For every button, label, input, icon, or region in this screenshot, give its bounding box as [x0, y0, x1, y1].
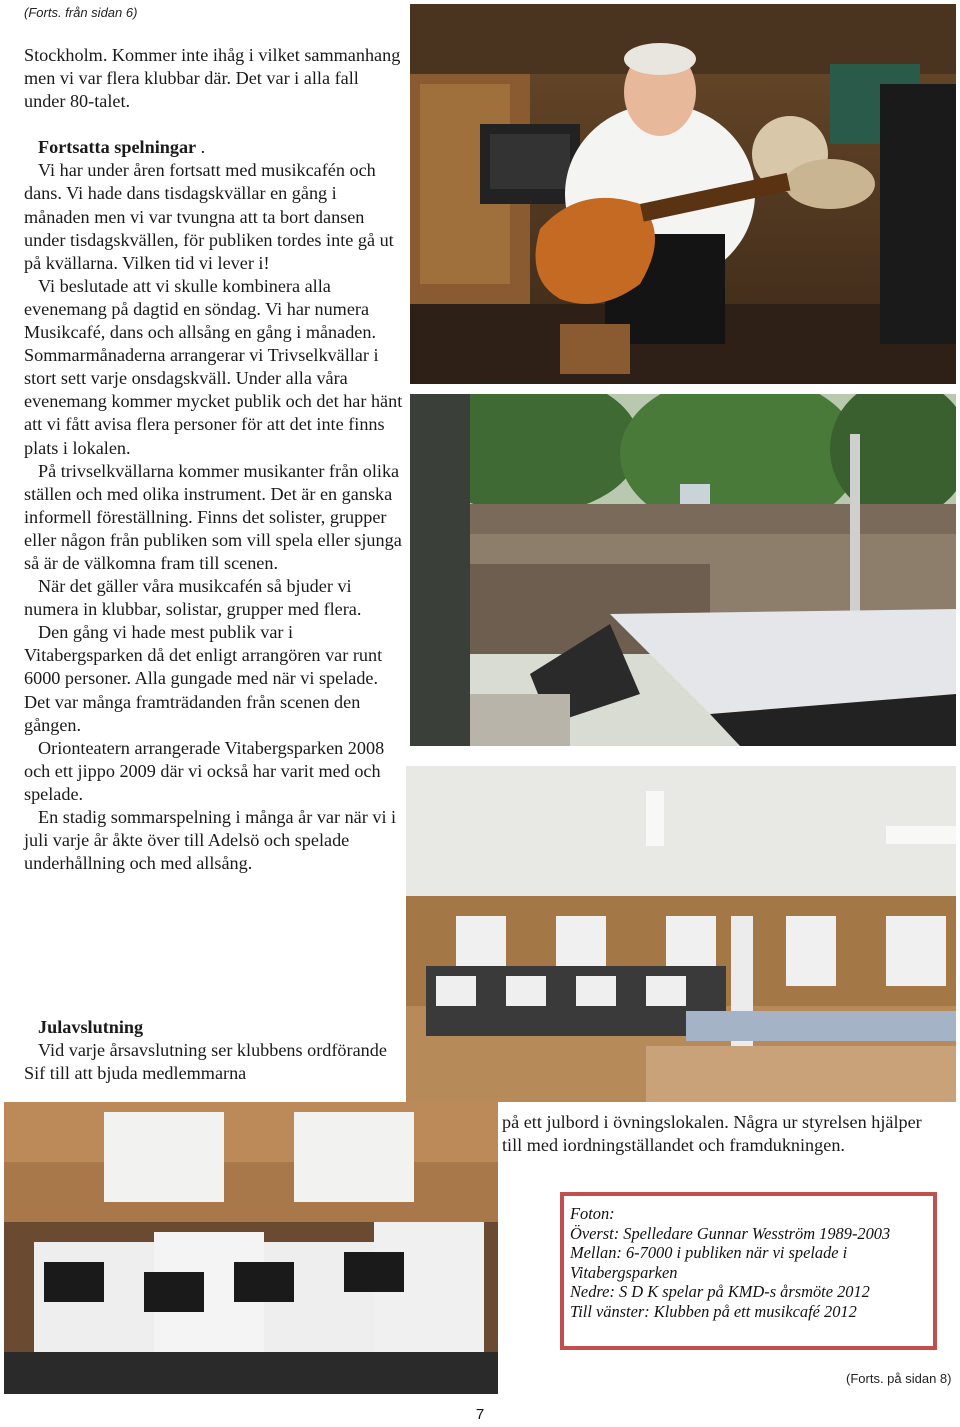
- photo-audience: [410, 394, 956, 746]
- photo-guitarist-image: [410, 4, 956, 384]
- caption-line-middle: Mellan: 6-7000 i publiken när vi spelade i Vitabergsparken: [570, 1243, 848, 1282]
- paragraph-2: Vi beslutade att vi skulle kombinera alla evenemang på dagtid en söndag. Vi har numera Musikcafé, dans och allsång en gång i månaden. Sommarmånaderna arrangerar vi Trivselkvällar i stort sett varje onsdagskväll. Under alla våra evenemang kommer mycket publik och det har hänt att vi fått avisa flera personer för att det inte finns plats i lokalen.: [24, 275, 403, 458]
- paragraph-3: På trivselkvällarna kommer musikanter från olika ställen och med olika instrument. Det är en ganska informell föreställning. Finns det solister, grupper eller någon från publiken som vill spela eller sjunga så är de välkomna fram till scenen.: [24, 460, 402, 573]
- section-heading-fortsatta: Fortsatta spelningar .: [38, 137, 206, 158]
- caption-line-left: Till vänster: Klubben på ett musikcafé 2012: [570, 1301, 857, 1321]
- continued-on-note: (Forts. på sidan 8): [846, 1371, 952, 1386]
- page-number: 7: [475, 1406, 485, 1423]
- paragraph-5: Den gång vi hade mest publik var i Vitabergsparken då det enligt arrangören var runt 6000 personer. Alla gungade med när vi spelade. Det var många framträdanden från scenen den gången.: [24, 622, 383, 735]
- photo-band-hall-image: [406, 766, 956, 1102]
- photo-accordion-club-image: [4, 1102, 498, 1394]
- paragraph-1: Vi har under åren fortsatt med musikcafén och dans. Vi hade dans tisdagskvällar en gång i månaden men vi var tvungna att ta bort dansen under tisdagskvällen, för publiken tordes inte gå ut på kvällarna. Vilken tid vi lever i!: [24, 160, 394, 273]
- article-column: [24, 44, 404, 875]
- intro-paragraph: Stockholm. Kommer inte ihåg i vilket sammanhang men vi var flera klubbar där. Det var i alla fall under 80-talet.: [24, 45, 401, 112]
- continued-from-note: (Forts. från sidan 6): [24, 5, 138, 20]
- julavslutning-text-start: Vid varje årsavslutning ser klubbens ordförande Sif till att bjuda medlemmarna: [24, 1040, 387, 1084]
- caption-line-top: Överst: Spelledare Gunnar Wesström 1989-2003: [570, 1223, 891, 1243]
- julavslutning-text-end: på ett julbord i övningslokalen. Några ur styrelsen hjälper till med iordningställandet och framdukningen.: [502, 1112, 922, 1156]
- julavslutning-section: [24, 1016, 408, 1085]
- section-heading-julavslutning: Julavslutning: [38, 1017, 144, 1037]
- photo-band-hall: [406, 766, 956, 1102]
- photo-guitarist: [410, 4, 956, 384]
- paragraph-7: En stadig sommarspelning i många år var när vi i juli varje år åkte över till Adelsö och spelade underhållning och med allsång.: [24, 807, 397, 874]
- caption-line-bottom: Nedre: S D K spelar på KMD-s årsmöte 2012: [570, 1282, 870, 1302]
- photo-caption-box: [560, 1192, 937, 1350]
- caption-heading: Foton:: [570, 1204, 615, 1223]
- paragraph-6: Orionteatern arrangerade Vitabergsparken 2008 och ett jippo 2009 där vi också har varit med och spelade.: [24, 737, 385, 804]
- photo-audience-image: [410, 394, 956, 746]
- photo-accordion-club: [4, 1102, 498, 1394]
- paragraph-4: När det gäller våra musikcafén så bjuder vi numera in klubbar, solistar, grupper med flera.: [24, 576, 362, 620]
